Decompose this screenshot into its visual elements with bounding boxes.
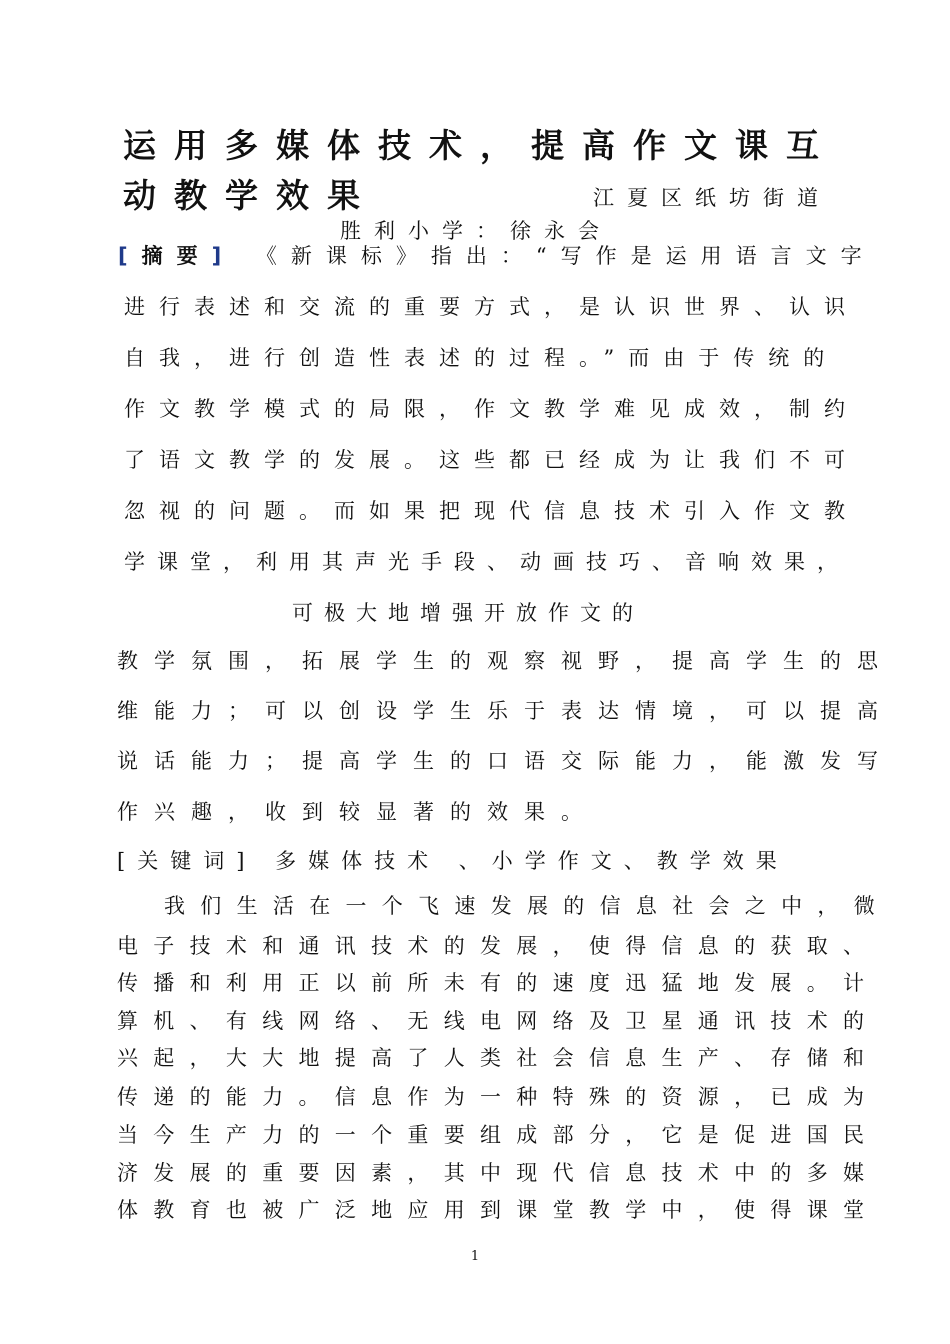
body-line-2: 电子技术和通讯技术的发展，使得信息的获取、 [117,934,880,958]
abstract-line-6: 忽视的问题。而如果把现代信息技术引入作文教 [124,499,859,523]
body-line-3: 传播和利用正以前所未有的速度迅猛地发展。计 [117,971,880,995]
author-name: 胜利小学：徐永会 [340,219,612,243]
abstract-line-10: 维能力；可以创设学生乐于表达情境，可以提高 [117,699,894,723]
keywords-line [117,845,789,875]
body-line-9: 体教育也被广泛地应用到课堂教学中，使得课堂 [117,1198,880,1222]
abstract-line-4: 作文教学模式的局限，作文教学难见成效，制约 [124,397,859,421]
title-line-2: 动教学效果 [123,176,378,215]
keywords-label: [关键词] [117,849,257,873]
body-line-5: 兴起，大大地提高了人类社会信息生产、存储和 [117,1046,880,1070]
title-line-1: 运用多媒体技术，提高作文课互 [123,126,837,165]
abstract-label-open: [ [118,244,142,268]
abstract-line-3: 自我，进行创造性表述的过程。”而由于传统的 [124,346,839,370]
body-line-4: 算机、有线网络、无线电网络及卫星通讯技术的 [117,1009,880,1033]
keywords-text: 多媒体技术 、小学作文、教学效果 [275,849,789,873]
abstract-line-2: 进行表述和交流的重要方式，是认识世界、认识 [124,295,859,319]
page-number: 1 [470,1249,480,1264]
body-line-6: 传递的能力。信息作为一种特殊的资源，已成为 [117,1085,880,1109]
abstract-label-close: ] [211,244,236,268]
body-line-8: 济发展的重要因素，其中现代信息技术中的多媒 [117,1161,880,1185]
abstract-line-9: 教学氛围，拓展学生的观察视野，提高学生的思 [117,649,894,673]
abstract-line-7: 学课堂，利用其声光手段、动画技巧、音响效果， [124,550,850,574]
abstract-line-12: 作兴趣，收到较显著的效果。 [117,800,598,824]
abstract-line-5: 了语文教学的发展。这些都已经成为让我们不可 [124,448,859,472]
author-affiliation: 江夏区纸坊街道 [593,186,831,210]
body-line-7: 当今生产力的一个重要组成部分，它是促进国民 [117,1123,880,1147]
abstract-line-11: 说话能力；提高学生的口语交际能力，能激发写 [117,749,894,773]
abstract-line-8: 可极大地增强开放作文的 [292,601,644,625]
abstract-label: 摘要 [141,243,212,268]
body-line-1: 我们生活在一个飞速发展的信息社会之中，微 [164,894,890,918]
abstract-text: 《新课标》指出：“写作是运用语言文字 [255,244,876,268]
abstract-line-1 [118,240,876,270]
